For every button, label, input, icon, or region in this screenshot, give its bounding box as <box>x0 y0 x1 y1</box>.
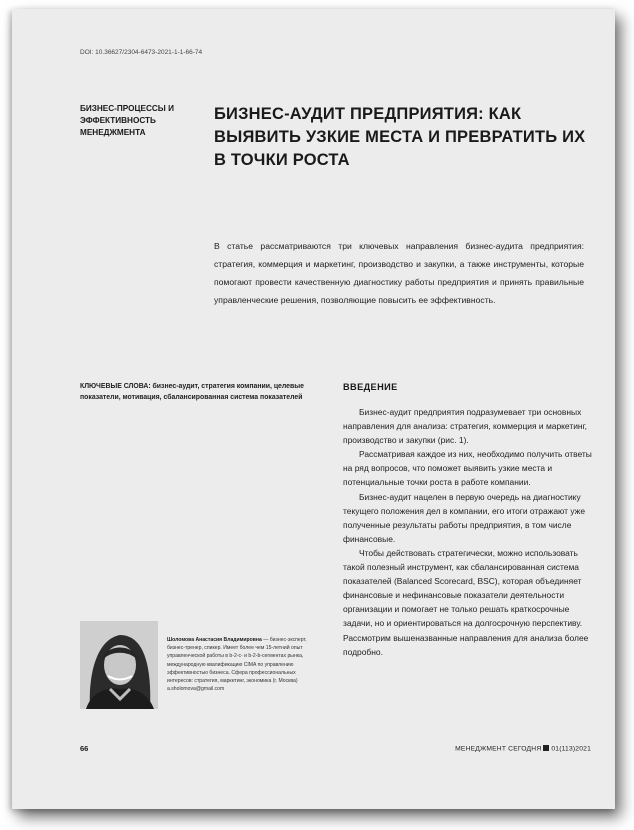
journal-page <box>12 9 615 809</box>
article-title: БИЗНЕС-АУДИТ ПРЕДПРИЯТИЯ: КАК ВЫЯВИТЬ УЗКИЕ МЕСТА И ПРЕВРАТИТЬ ИХ В ТОЧКИ РОСТА <box>214 105 586 169</box>
abstract: В статье рассматриваются три ключевых направления бизнес-аудита предприятия: стратегия, коммерция и маркетинг, производство и закупки, а также инструменты, которые помогают провести качественную диагностику работы предприятия и принять правильные управленческие решения, позволяющие повысить ее эффективность. <box>214 241 584 305</box>
keywords-text: бизнес-аудит, стратегия компании, целевые показатели, мотивация, сбалансированная система показателей <box>80 383 304 401</box>
journal-issue: 01(113)2021 <box>551 745 591 753</box>
body-text <box>343 405 593 659</box>
journal-name: МЕНЕДЖМЕНТ СЕГОДНЯ <box>455 745 542 753</box>
author-photo <box>80 621 158 709</box>
page-number: 66 <box>80 744 89 753</box>
keywords-label: КЛЮЧЕВЫЕ СЛОВА: <box>80 383 151 390</box>
section-heading: ВВЕДЕНИЕ <box>343 382 398 392</box>
paragraph: Чтобы действовать стратегически, можно использовать такой полезный инструмент, как сбалансированная система показателей (Balanced Scorecard, BSC), которая объединяет финансовые и нефинансовые показатели деятельности организации и помогает не только решать краткосрочные задачи, но и ориентироваться на долгосрочную перспективу. Рассмотрим вышеназванные направления для анализа более подробно. <box>343 547 589 657</box>
author-description: — бизнес-эксперт, бизнес-тренер, спикер. Имеет более чем 15-летний опыт управленческой работы в b-2-c- и b-2-b-сегментах рынка, международную квалификацию CIMA по управлению эффективностью бизнеса. Сфера профессиональных интересов: стратегия, маркетинг, экономика (г. Москва) <box>167 637 307 685</box>
square-separator-icon <box>543 745 549 751</box>
doi-line: DOI: 10.36627/2304-6473-2021-1-1-66-74 <box>80 49 203 56</box>
keywords <box>80 382 318 403</box>
author-name: Шоломова Анастасия Владимировна <box>167 637 262 643</box>
author-email: a.sholomova@gmail.com <box>167 686 225 693</box>
paragraph: Бизнес-аудит нацелен в первую очередь на диагностику текущего положения дел в компании, его итоги отражают уже полученные результаты работы предприятия, в том числе финансовые. <box>343 491 586 544</box>
journal-footer <box>455 745 591 753</box>
author-bio <box>167 636 322 693</box>
paragraph: Рассматривая каждое из них, необходимо получить ответы на ряд вопросов, что поможет выявить узкие места и потенциальные точки роста в работе компании. <box>343 449 592 488</box>
section-rubric: БИЗНЕС-ПРОЦЕССЫ И ЭФФЕКТИВНОСТЬ МЕНЕДЖМЕНТА <box>80 104 174 137</box>
paragraph: Бизнес-аудит предприятия подразумевает три основных направления для анализа: стратегия, коммерция и маркетинг, производство и закупки (рис. 1). <box>343 407 587 446</box>
